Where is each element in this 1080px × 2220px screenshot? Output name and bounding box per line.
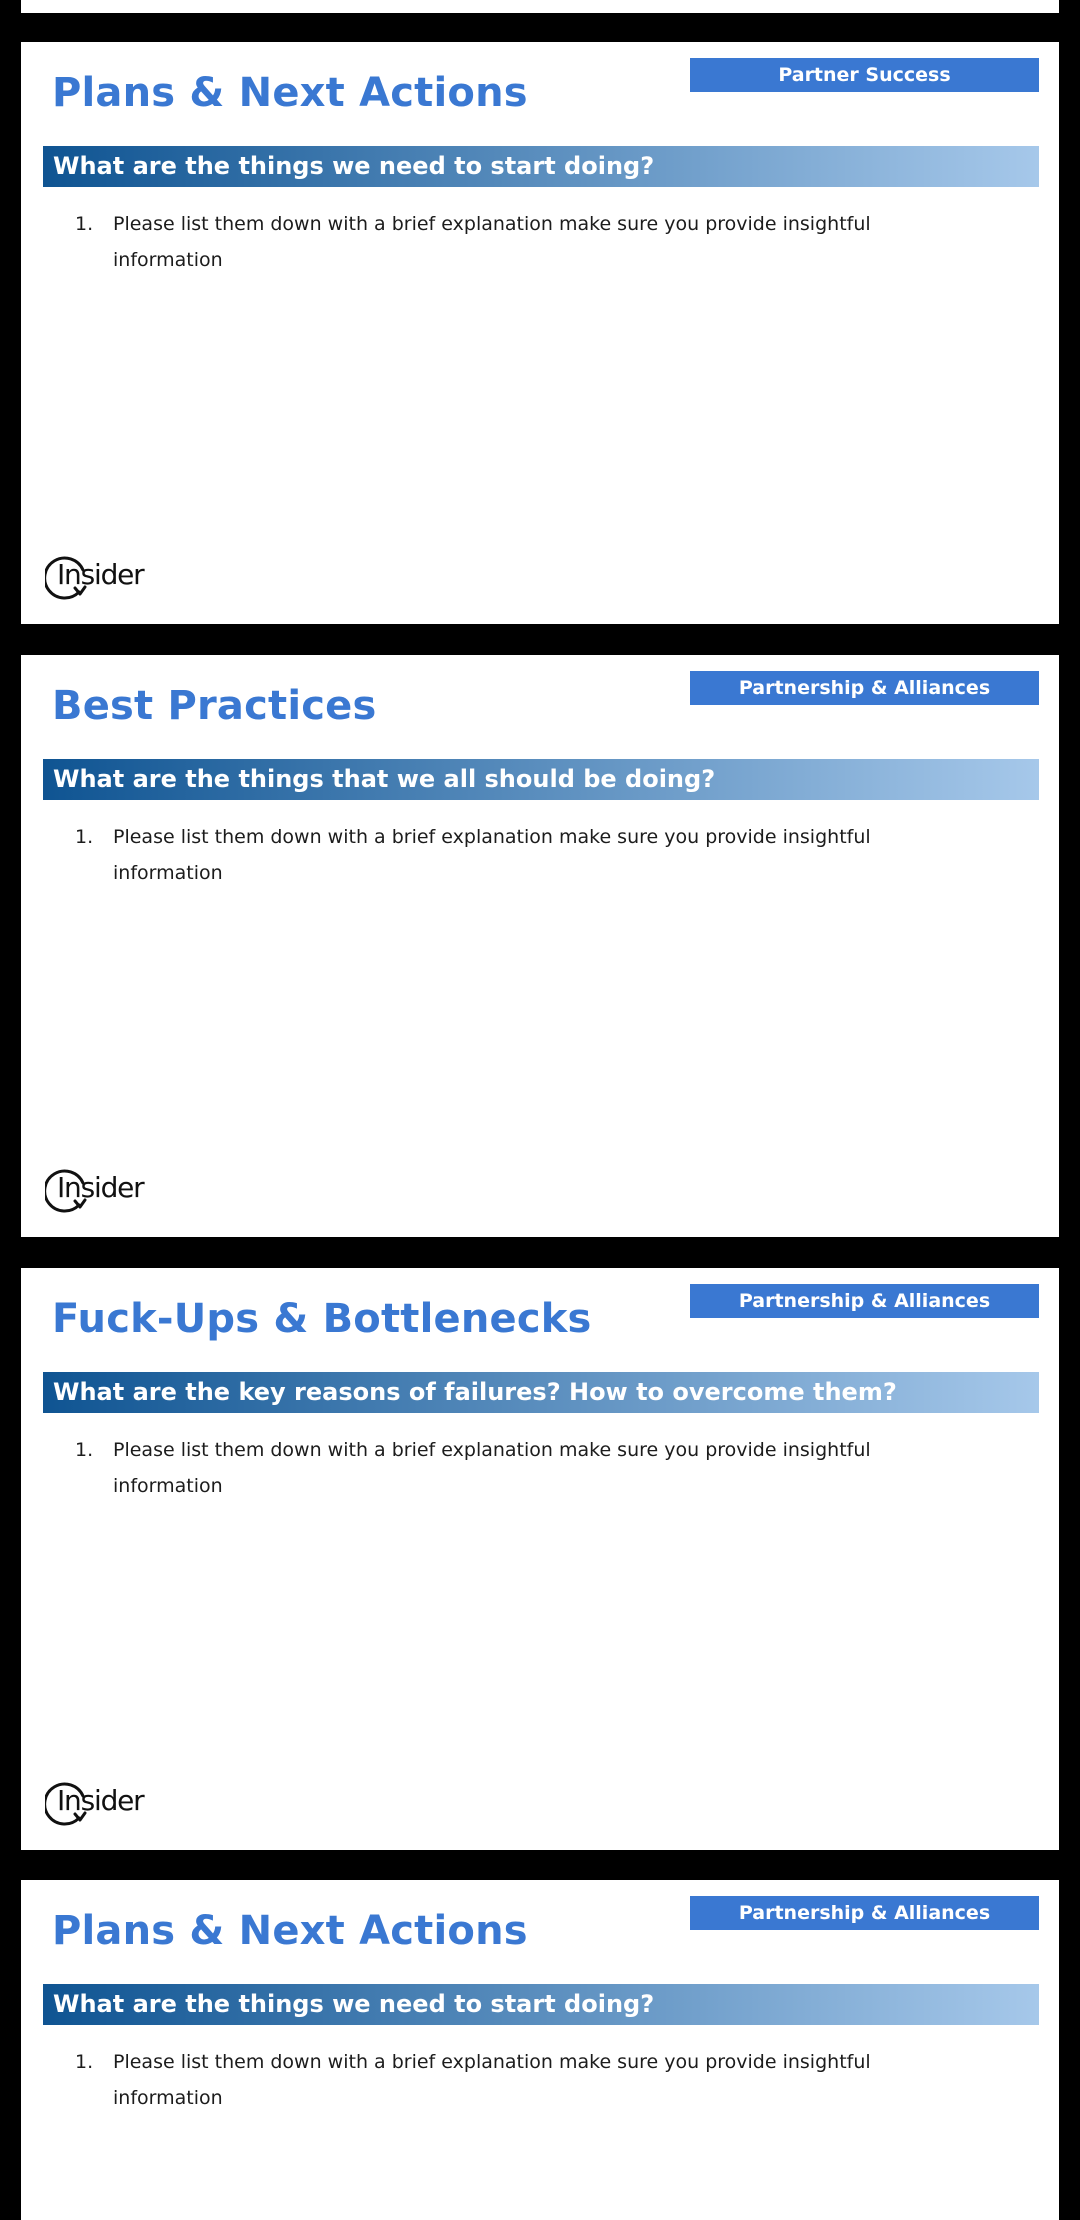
slide-title: Plans & Next Actions <box>52 1908 528 1954</box>
list-item <box>75 1432 975 1504</box>
list-item-text: Please list them down with a brief explanation make sure you provide insightful information <box>113 826 871 884</box>
list-item-text: Please list them down with a brief explanation make sure you provide insightful information <box>113 1439 871 1497</box>
slide[interactable] <box>21 1880 1059 2220</box>
item-list <box>75 2044 975 2116</box>
slide[interactable] <box>21 1268 1059 1850</box>
list-item <box>75 206 975 278</box>
question-text: What are the things that we all should be doing? <box>53 765 716 793</box>
logo-text: Insider <box>57 1171 144 1204</box>
department-badge: Partner Success <box>690 58 1039 92</box>
slide-title: Plans & Next Actions <box>52 70 528 116</box>
question-band <box>43 146 1039 187</box>
question-text: What are the things we need to start doing? <box>53 152 655 180</box>
slide[interactable] <box>21 655 1059 1237</box>
list-item <box>75 819 975 891</box>
slide[interactable] <box>21 42 1059 624</box>
slide-title: Fuck-Ups & Bottlenecks <box>52 1296 592 1342</box>
insider-logo <box>45 1780 149 1828</box>
question-band <box>43 759 1039 800</box>
question-band <box>43 1984 1039 2025</box>
logo-text: Insider <box>57 558 144 591</box>
list-item-text: Please list them down with a brief explanation make sure you provide insightful information <box>113 213 871 271</box>
item-list <box>75 206 975 278</box>
question-band <box>43 1372 1039 1413</box>
item-list <box>75 819 975 891</box>
list-item-number: 1. <box>75 826 94 848</box>
question-text: What are the key reasons of failures? How to overcome them? <box>53 1378 897 1406</box>
insider-logo <box>45 1167 149 1215</box>
slide-title: Best Practices <box>52 683 377 729</box>
question-text: What are the things we need to start doing? <box>53 1990 655 2018</box>
list-item-number: 1. <box>75 1439 94 1461</box>
item-list <box>75 1432 975 1504</box>
insider-logo <box>45 554 149 602</box>
logo-text: Insider <box>57 1784 144 1817</box>
department-badge: Partnership & Alliances <box>690 1896 1039 1930</box>
list-item <box>75 2044 975 2116</box>
department-badge: Partnership & Alliances <box>690 671 1039 705</box>
list-item-text: Please list them down with a brief explanation make sure you provide insightful information <box>113 2051 871 2109</box>
list-item-number: 1. <box>75 2051 94 2073</box>
department-badge: Partnership & Alliances <box>690 1284 1039 1318</box>
previous-slide-edge <box>21 0 1059 13</box>
list-item-number: 1. <box>75 213 94 235</box>
